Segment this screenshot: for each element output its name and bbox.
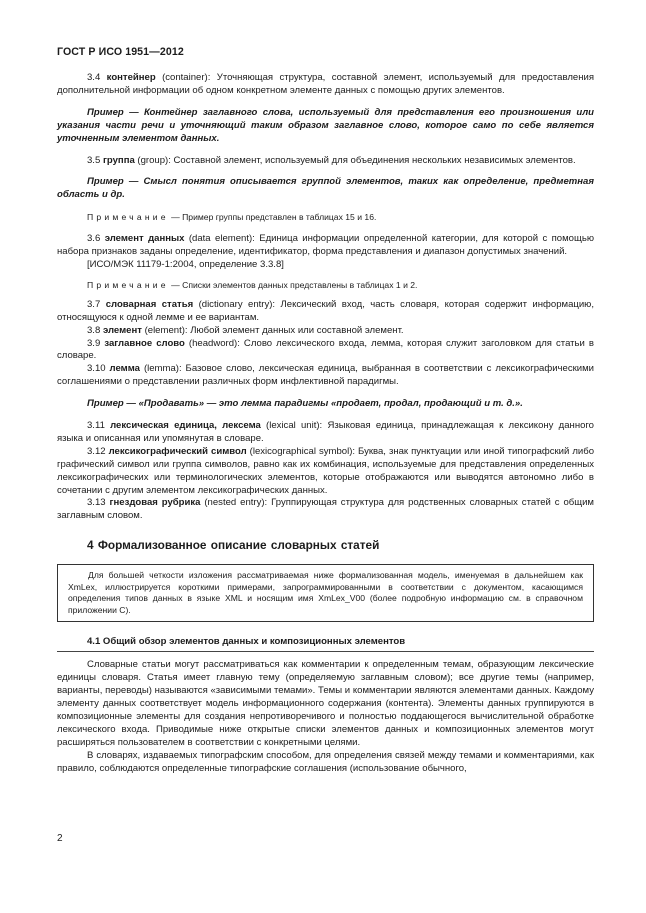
- example-3-5: Пример — Смысл понятия описывается группой элементов, таких как определение, предметная область и др.: [57, 176, 594, 201]
- term: группа: [102, 154, 135, 166]
- term: лексикографический символ: [108, 445, 247, 457]
- page-number: 2: [57, 833, 63, 844]
- example-3-4: Пример — Контейнер заглавного слова, используемый для представления его произношения или указания части речи и уточняющий таким образом заглавное слово, которое само по себе является уточненным элементом данных.: [57, 106, 594, 144]
- note-3-6: Примечание — Списки элементов данных представлены в таблицах 1 и 2.: [87, 279, 418, 290]
- term: элемент: [102, 324, 142, 336]
- definition-3-13: 3.13 гнездовая рубрика (nested entry): Группирующая структура для родственных словарных статей с общим заглавным словом.: [57, 497, 594, 522]
- term: заглавное слово: [104, 337, 185, 349]
- term: словарная статья: [105, 298, 194, 310]
- definition-3-5: 3.5 группа (group): Составной элемент, используемый для объединения нескольких независимых элементов.: [87, 154, 576, 166]
- definition-3-6: 3.6 элемент данных (data element): Единица информации определенной категории, для которой с помощью набора признаков заданы определение, идентификатор, форма представления и диапазон допустимых значений.: [57, 233, 594, 258]
- term: элемент данных: [104, 233, 185, 245]
- definition-3-8: 3.8 элемент (element): Любой элемент данных или составной элемент.: [87, 324, 404, 336]
- reference-3-6: [ИСО/МЭК 11179-1:2004, определение 3.3.8]: [87, 258, 284, 270]
- info-box: Для большей четкости изложения рассматриваемая ниже формализованная модель, именуемая в дальнейшем как XmLex, иллюстрируется короткими примерами, запрограммированными в соответствии с документом, касающимся определения типов данных в языке XML и носящим имя XmLex_V00 (более подробную информацию см. в справочном приложении С).: [57, 564, 594, 621]
- definition-3-11: 3.11 лексическая единица, лексема (lexical unit): Языковая единица, принадлежащая к лексикону данного языка и описанная или упомянутая в словаре.: [57, 420, 594, 444]
- definition-3-4: 3.4 контейнер (container): Уточняющая структура, составной элемент, используемый для предоставления дополнительной информации об одном конкретном элементе данных с помощью других элементов.: [57, 72, 594, 96]
- term: гнездовая рубрика: [109, 497, 201, 509]
- term: лексическая единица, лексема: [110, 420, 261, 432]
- example-3-10: Пример — «Продавать» — это лемма парадигмы «продает, продал, продающий и т. д.».: [87, 398, 523, 410]
- paragraph-4-1-2: В словарях, издаваемых типографским способом, для определения связей между темами и комментариями, как правило, соблюдаются определенные типографские соглашения (использование обычного,: [57, 749, 594, 774]
- document-body: [57, 72, 594, 776]
- term: лемма: [109, 363, 140, 375]
- term: контейнер: [106, 72, 156, 83]
- definition-3-12: 3.12 лексикографический символ (lexicographical symbol): Буква, знак пунктуации или иной типографский либо графический символ или группа символов, равно как их комбинация, используемые для представления определенных лексикографических или терминологических элементов, которые отображаются или выводятся автономно либо в сочетании с другим элементом лексикографических данных.: [57, 445, 595, 496]
- section-4-heading: 4 Формализованное описание словарных статей: [87, 538, 380, 553]
- document-header: ГОСТ Р ИСО 1951—2012: [57, 46, 184, 58]
- definition-3-9: 3.9 заглавное слово (headword): Слово лексического входа, лемма, которая служит заголовком для статьи в словаре.: [57, 337, 594, 362]
- subsection-4-1-heading: 4.1 Общий обзор элементов данных и композиционных элементов: [87, 635, 406, 647]
- paragraph-4-1-1: Словарные статьи могут рассматриваться как комментарии к определенным темам, образующим лексические единицы словаря. Статья имеет главную тему (определяемую заглавным словом); все другие темы (например, варианты, переводы) называются «зависимыми темами». Темы и комментарии являются элементами данных. Каждому элементу данных соответствует модель информационного содержания (контента). Элементы данных группируются в композиционные элементы для создания непротиворечивого и полностью поддающегося вычислительной обработке лексического входа. Приводимые ниже открытые списки элементов данных и композиционных элементов могут расширяться пользователем в соответствии с конкретными целями.: [57, 659, 594, 748]
- note-3-5: Примечание — Пример группы представлен в таблицах 15 и 16.: [87, 212, 377, 223]
- definition-3-10: 3.10 лемма (lemma): Базовое слово, лексическая единица, выбранная в соответствии с лексикографическими соглашениями о представлении различных форм инфлективной парадигмы.: [57, 363, 594, 388]
- divider: [57, 651, 594, 652]
- definition-3-7: 3.7 словарная статья (dictionary entry): Лексический вход, часть словаря, которая содержит информацию, относящуюся к одной лемме и ее вариантам.: [57, 298, 594, 323]
